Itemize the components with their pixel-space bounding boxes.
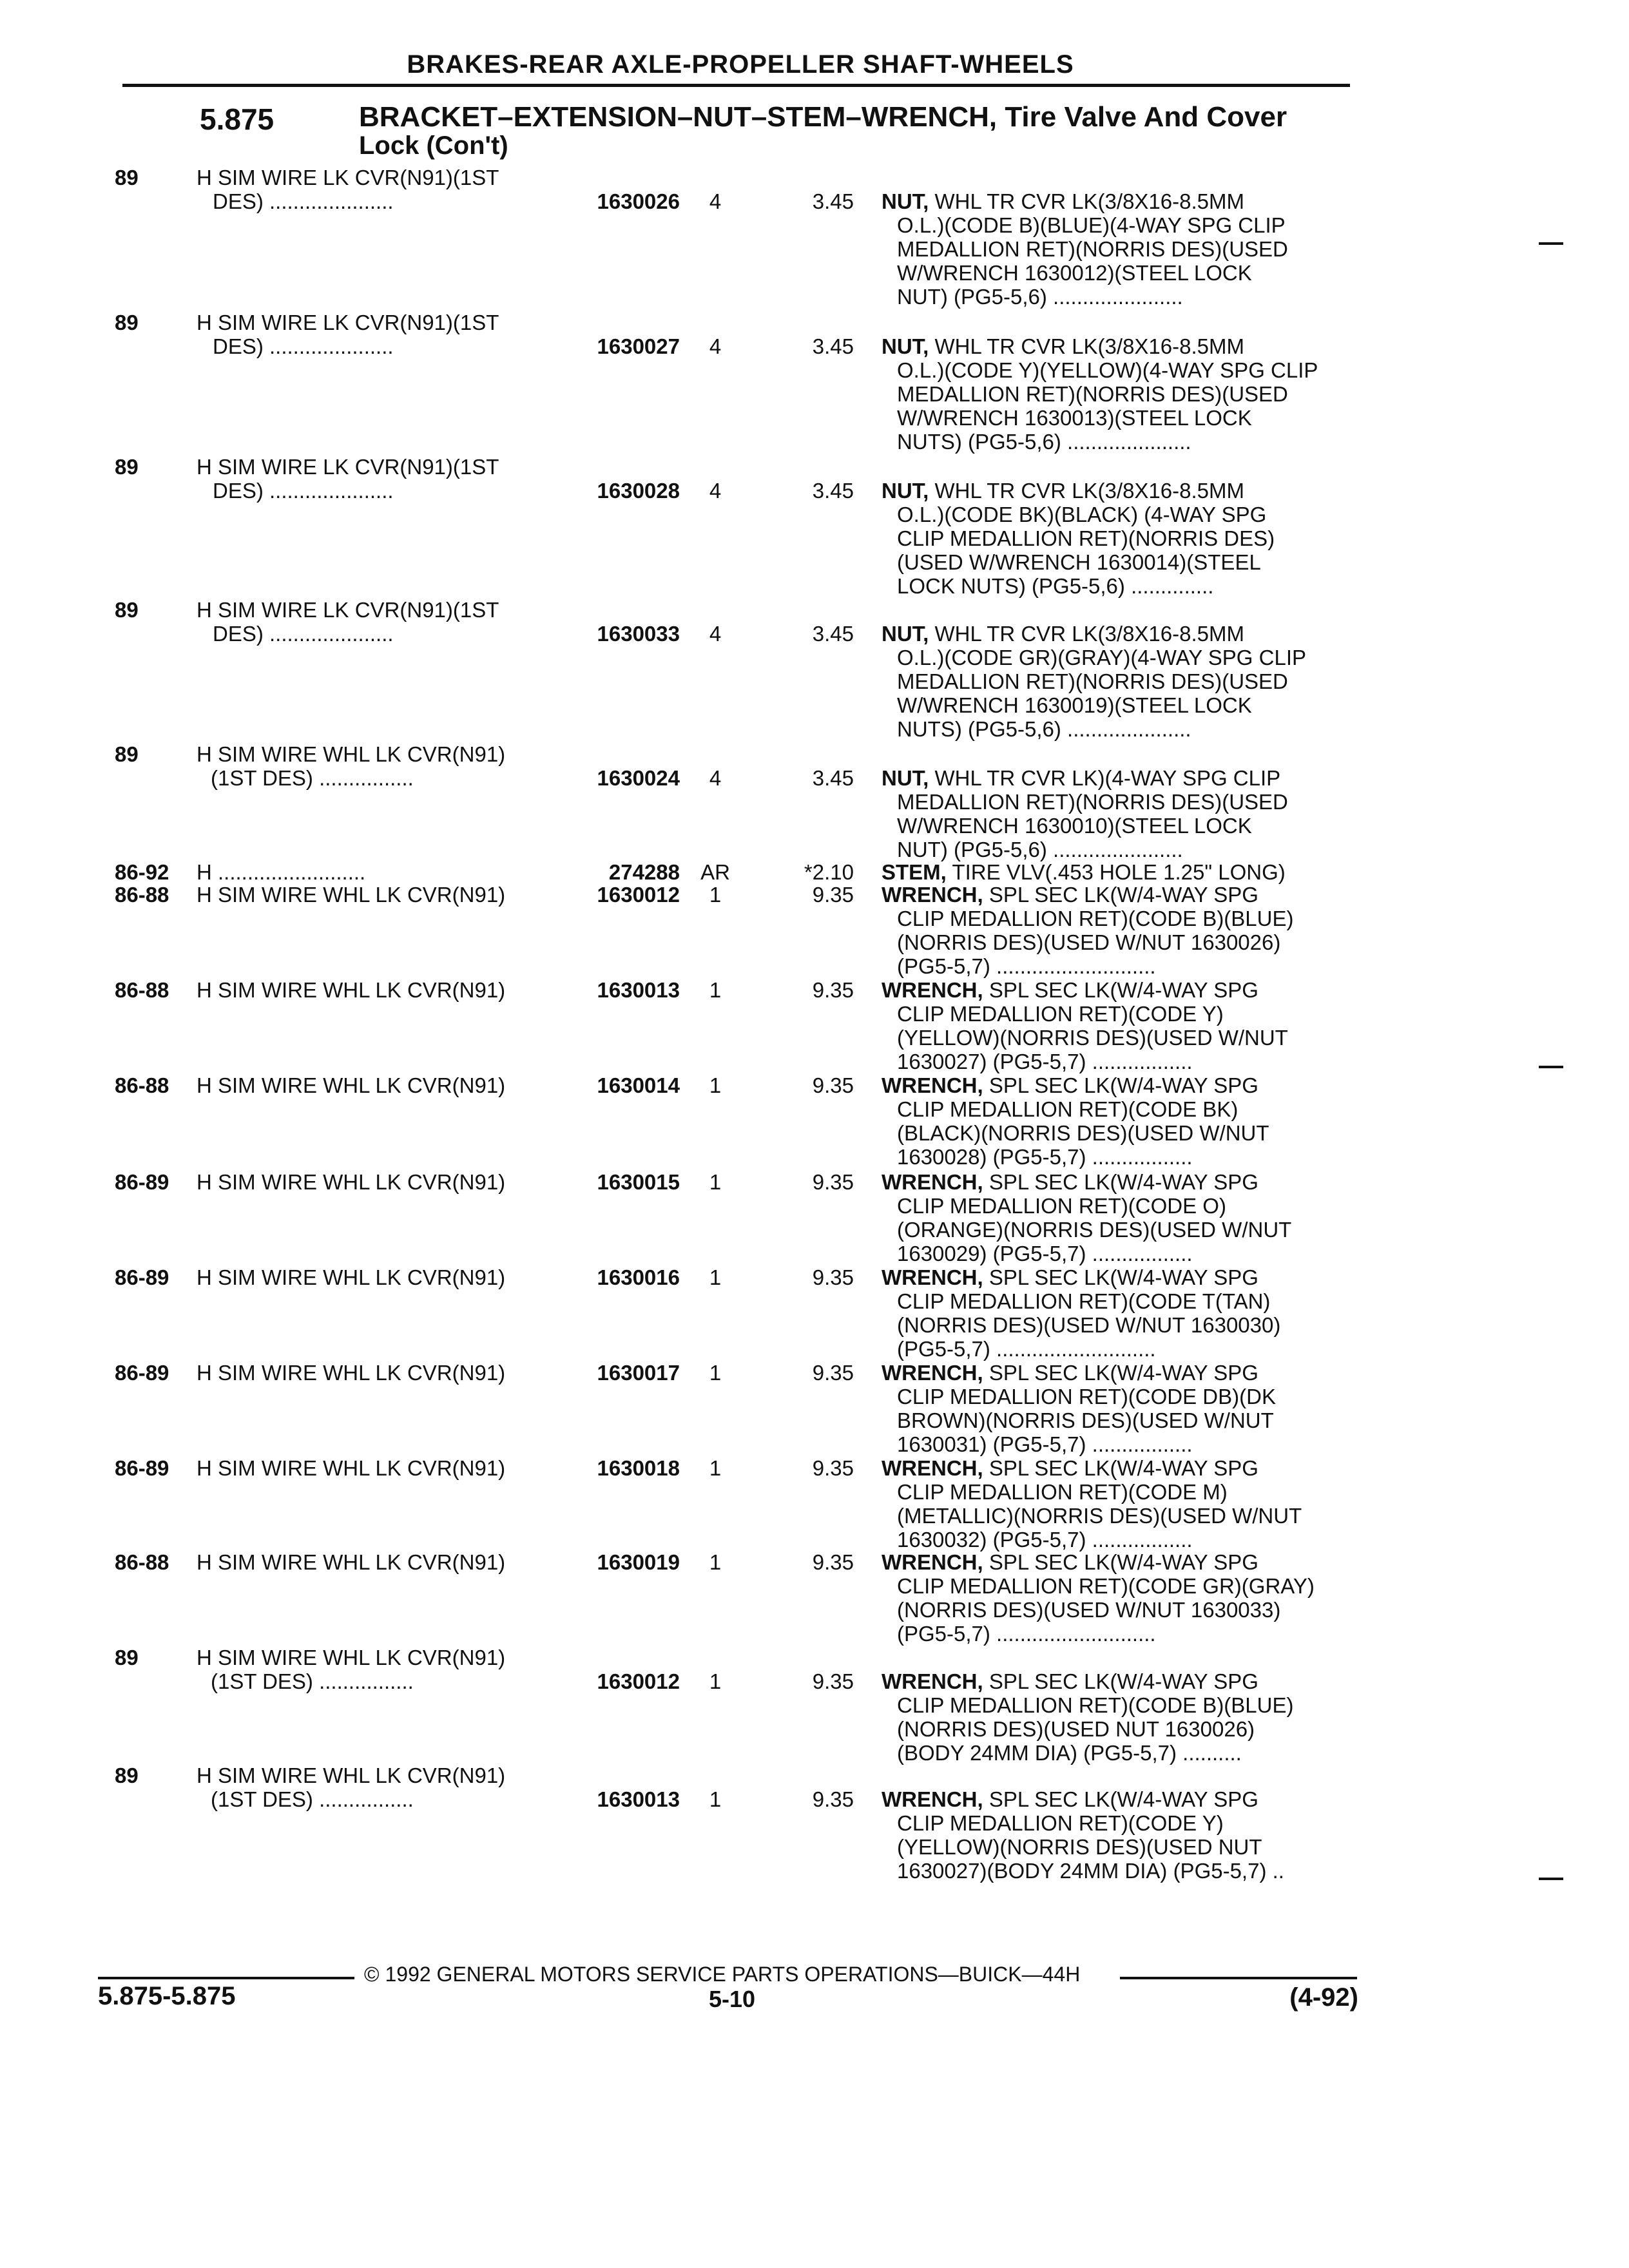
part-noun: WRENCH, — [882, 978, 983, 1002]
part-name — [882, 334, 1349, 454]
margin-mark — [1539, 242, 1563, 245]
part-name — [882, 189, 1349, 309]
part-number: 1630024 — [597, 766, 680, 790]
price: 9.35 — [812, 1170, 854, 1194]
part-name-line: (PG5-5,7) ........................... — [897, 1337, 1156, 1361]
description-line: H SIM WIRE LK CVR(N91)(1ST — [197, 455, 499, 479]
part-name-line — [882, 479, 1349, 503]
part-modifiers: SPL SEC LK(W/4-WAY SPG — [988, 1361, 1258, 1385]
application-description — [197, 1073, 545, 1097]
section-title — [359, 103, 1287, 160]
part-name-line: NUT) (PG5-5,6) ...................... — [897, 285, 1183, 309]
application-description — [197, 1456, 545, 1480]
part-name-line: MEDALLION RET)(NORRIS DES)(USED — [897, 790, 1288, 814]
description-line: H SIM WIRE WHL LK CVR(N91) — [197, 1170, 506, 1194]
part-name — [882, 978, 1349, 1073]
part-modifiers: SPL SEC LK(W/4-WAY SPG — [988, 1787, 1258, 1811]
section-number: 5.875 — [200, 102, 275, 136]
part-modifiers: WHL TR CVR LK(3/8X16-8.5MM — [934, 334, 1244, 358]
part-number: 1630026 — [597, 189, 680, 213]
part-name — [882, 766, 1349, 861]
part-noun: NUT, — [882, 479, 929, 503]
description-line: DES) ..................... — [213, 622, 394, 646]
quantity: AR — [700, 860, 730, 884]
footer-rule-left — [98, 1977, 354, 1979]
page-header-title: BRAKES-REAR AXLE-PROPELLER SHAFT-WHEELS — [407, 50, 1074, 79]
part-noun: WRENCH, — [882, 1361, 983, 1385]
price: 9.35 — [812, 1456, 854, 1480]
model-years: 89 — [115, 455, 139, 479]
quantity: 1 — [709, 1787, 722, 1811]
part-modifiers: TIRE VLV(.453 HOLE 1.25" LONG) — [952, 860, 1286, 884]
part-name-line: (BLACK)(NORRIS DES)(USED W/NUT — [897, 1121, 1269, 1145]
model-years: 86-88 — [115, 883, 169, 907]
quantity: 1 — [709, 883, 722, 907]
price: 9.35 — [812, 1669, 854, 1693]
price: 3.45 — [812, 622, 854, 646]
footer-section-range: 5.875-5.875 — [98, 1982, 236, 2010]
part-name-line — [882, 978, 1349, 1002]
part-noun: WRENCH, — [882, 1669, 983, 1693]
application-description — [197, 1170, 545, 1194]
part-name-line: (YELLOW)(NORRIS DES)(USED NUT — [897, 1835, 1262, 1859]
part-name — [882, 1361, 1349, 1456]
part-name-line: O.L.)(CODE BK)(BLACK) (4-WAY SPG — [897, 503, 1267, 526]
price: 3.45 — [812, 479, 854, 503]
description-line: H SIM WIRE WHL LK CVR(N91) — [197, 978, 506, 1002]
model-years: 89 — [115, 1763, 139, 1787]
part-name-line — [882, 1456, 1349, 1480]
description-line: (1ST DES) ................ — [211, 766, 414, 790]
part-modifiers: SPL SEC LK(W/4-WAY SPG — [988, 883, 1258, 907]
model-years: 86-92 — [115, 860, 169, 884]
part-name — [882, 1073, 1349, 1169]
part-name-line: CLIP MEDALLION RET)(CODE B)(BLUE) — [897, 1693, 1294, 1717]
part-name-line — [882, 1550, 1349, 1574]
price: 9.35 — [812, 978, 854, 1002]
part-name-line: LOCK NUTS) (PG5-5,6) .............. — [897, 574, 1214, 598]
quantity: 1 — [709, 1073, 722, 1097]
part-name-line: CLIP MEDALLION RET)(NORRIS DES) — [897, 526, 1275, 550]
part-modifiers: SPL SEC LK(W/4-WAY SPG — [988, 1265, 1258, 1289]
part-name-line: (USED W/WRENCH 1630014)(STEEL — [897, 550, 1261, 574]
model-years: 89 — [115, 1646, 139, 1669]
part-name — [882, 479, 1349, 598]
part-number: 1630012 — [597, 1669, 680, 1693]
section-title-line2: Lock (Con't) — [359, 131, 508, 160]
price: 3.45 — [812, 766, 854, 790]
part-name-line: NUTS) (PG5-5,6) ..................... — [897, 717, 1191, 741]
part-noun: WRENCH, — [882, 883, 983, 907]
description-line: H ......................... — [197, 860, 366, 884]
application-description — [197, 598, 545, 646]
application-description — [197, 1550, 545, 1574]
header-rule — [122, 84, 1350, 87]
part-name-line: W/WRENCH 1630019)(STEEL LOCK — [897, 693, 1252, 717]
part-name-line: (NORRIS DES)(USED NUT 1630026) — [897, 1717, 1255, 1741]
part-noun: WRENCH, — [882, 1550, 983, 1574]
part-modifiers: SPL SEC LK(W/4-WAY SPG — [988, 1669, 1258, 1693]
part-name-line — [882, 1170, 1349, 1194]
part-name-line: W/WRENCH 1630012)(STEEL LOCK — [897, 261, 1252, 285]
description-line: DES) ..................... — [213, 189, 394, 213]
part-name-line: CLIP MEDALLION RET)(CODE M) — [897, 1480, 1228, 1504]
section-title-line1: BRACKET–EXTENSION–NUT–STEM–WRENCH, Tire Valve And Cover — [359, 101, 1287, 133]
part-name-line: NUTS) (PG5-5,6) ..................... — [897, 430, 1191, 454]
footer-date: (4-92) — [1289, 1983, 1358, 2012]
description-line: H SIM WIRE WHL LK CVR(N91) — [197, 1550, 506, 1574]
part-modifiers: SPL SEC LK(W/4-WAY SPG — [988, 978, 1258, 1002]
part-number: 1630013 — [597, 1787, 680, 1811]
part-modifiers: SPL SEC LK(W/4-WAY SPG — [988, 1550, 1258, 1574]
part-number: 1630017 — [597, 1361, 680, 1385]
part-number: 1630033 — [597, 622, 680, 646]
model-years: 86-88 — [115, 1073, 169, 1097]
description-line: H SIM WIRE LK CVR(N91)(1ST — [197, 311, 499, 334]
quantity: 4 — [709, 766, 722, 790]
part-noun: NUT, — [882, 766, 929, 790]
part-name-line: (NORRIS DES)(USED W/NUT 1630026) — [897, 930, 1281, 954]
description-line: H SIM WIRE WHL LK CVR(N91) — [197, 1763, 506, 1787]
part-name-line — [882, 189, 1349, 213]
part-name-line: (BODY 24MM DIA) (PG5-5,7) .......... — [897, 1741, 1242, 1765]
part-noun: NUT, — [882, 334, 929, 358]
part-name-line — [882, 1669, 1349, 1693]
application-description — [197, 166, 545, 213]
model-years: 86-88 — [115, 1550, 169, 1574]
part-name-line — [882, 883, 1349, 907]
model-years: 89 — [115, 598, 139, 622]
part-noun: WRENCH, — [882, 1170, 983, 1194]
part-noun: STEM, — [882, 860, 947, 884]
description-line: H SIM WIRE WHL LK CVR(N91) — [197, 1073, 506, 1097]
model-years: 86-89 — [115, 1456, 169, 1480]
part-name-line: CLIP MEDALLION RET)(CODE Y) — [897, 1811, 1224, 1835]
quantity: 1 — [709, 1265, 722, 1289]
part-modifiers: SPL SEC LK(W/4-WAY SPG — [988, 1073, 1258, 1097]
price: 9.35 — [812, 1265, 854, 1289]
application-description — [197, 1763, 545, 1811]
description-line: DES) ..................... — [213, 334, 394, 358]
margin-mark — [1539, 1878, 1563, 1880]
part-name-line: 1630029) (PG5-5,7) ................. — [897, 1242, 1193, 1265]
price: 9.35 — [812, 1550, 854, 1574]
part-name-line — [882, 334, 1349, 358]
margin-mark — [1539, 1066, 1563, 1068]
model-years: 86-88 — [115, 978, 169, 1002]
part-name-line: (PG5-5,7) ........................... — [897, 954, 1156, 978]
part-name-line — [882, 860, 1349, 884]
part-name-line — [882, 1265, 1349, 1289]
footer-copyright: © 1992 GENERAL MOTORS SERVICE PARTS OPERATIONS—BUICK—44H — [364, 1963, 1081, 1986]
description-line: H SIM WIRE WHL LK CVR(N91) — [197, 1456, 506, 1480]
model-years: 89 — [115, 166, 139, 189]
price: 3.45 — [812, 334, 854, 358]
part-name-line — [882, 1073, 1349, 1097]
part-noun: WRENCH, — [882, 1073, 983, 1097]
price: 3.45 — [812, 189, 854, 213]
part-name-line — [882, 766, 1349, 790]
part-modifiers: WHL TR CVR LK(3/8X16-8.5MM — [934, 622, 1244, 646]
part-name-line: MEDALLION RET)(NORRIS DES)(USED — [897, 382, 1288, 406]
part-noun: WRENCH, — [882, 1456, 983, 1480]
description-line: (1ST DES) ................ — [211, 1669, 414, 1693]
part-name-line: BROWN)(NORRIS DES)(USED W/NUT — [897, 1408, 1274, 1432]
part-name-line: (METALLIC)(NORRIS DES)(USED W/NUT — [897, 1504, 1302, 1528]
part-name-line: O.L.)(CODE B)(BLUE)(4-WAY SPG CLIP — [897, 213, 1286, 237]
price: 9.35 — [812, 1361, 854, 1385]
price: 9.35 — [812, 883, 854, 907]
application-description — [197, 883, 545, 907]
footer-page-number: 5-10 — [709, 1986, 756, 2012]
part-name-line — [882, 622, 1349, 646]
part-name — [882, 883, 1349, 978]
description-line: H SIM WIRE WHL LK CVR(N91) — [197, 883, 506, 907]
price: *2.10 — [804, 860, 854, 884]
part-name — [882, 1669, 1349, 1765]
part-modifiers: SPL SEC LK(W/4-WAY SPG — [988, 1170, 1258, 1194]
part-name-line: (PG5-5,7) ........................... — [897, 1622, 1156, 1646]
part-name-line: CLIP MEDALLION RET)(CODE BK) — [897, 1097, 1239, 1121]
part-name-line: CLIP MEDALLION RET)(CODE B)(BLUE) — [897, 907, 1294, 930]
part-name — [882, 1456, 1349, 1552]
part-name-line: (YELLOW)(NORRIS DES)(USED W/NUT — [897, 1026, 1288, 1050]
application-description — [197, 860, 545, 884]
part-number: 1630012 — [597, 883, 680, 907]
part-name-line: O.L.)(CODE Y)(YELLOW)(4-WAY SPG CLIP — [897, 358, 1318, 382]
application-description — [197, 1646, 545, 1693]
part-name-line: CLIP MEDALLION RET)(CODE GR)(GRAY) — [897, 1574, 1315, 1598]
footer-rule-right — [1120, 1977, 1357, 1979]
quantity: 1 — [709, 978, 722, 1002]
application-description — [197, 1361, 545, 1385]
part-number: 1630027 — [597, 334, 680, 358]
part-number: 1630015 — [597, 1170, 680, 1194]
part-name-line: CLIP MEDALLION RET)(CODE O) — [897, 1194, 1226, 1218]
part-name-line: MEDALLION RET)(NORRIS DES)(USED — [897, 237, 1288, 261]
part-name-line — [882, 1787, 1349, 1811]
model-years: 86-89 — [115, 1361, 169, 1385]
part-name-line: 1630032) (PG5-5,7) ................. — [897, 1528, 1193, 1552]
part-name-line: W/WRENCH 1630013)(STEEL LOCK — [897, 406, 1252, 430]
description-line: H SIM WIRE LK CVR(N91)(1ST — [197, 166, 499, 189]
part-name-line: NUT) (PG5-5,6) ...................... — [897, 838, 1183, 861]
part-number: 1630016 — [597, 1265, 680, 1289]
quantity: 1 — [709, 1669, 722, 1693]
description-line: H SIM WIRE WHL LK CVR(N91) — [197, 1646, 506, 1669]
part-name — [882, 860, 1349, 884]
part-name-line: 1630028) (PG5-5,7) ................. — [897, 1145, 1193, 1169]
part-name-line — [882, 1361, 1349, 1385]
description-line: H SIM WIRE WHL LK CVR(N91) — [197, 1265, 506, 1289]
quantity: 4 — [709, 189, 722, 213]
price: 9.35 — [812, 1073, 854, 1097]
price: 9.35 — [812, 1787, 854, 1811]
part-name-line: MEDALLION RET)(NORRIS DES)(USED — [897, 669, 1288, 693]
part-modifiers: WHL TR CVR LK)(4-WAY SPG CLIP — [934, 766, 1281, 790]
model-years: 89 — [115, 742, 139, 766]
part-noun: NUT, — [882, 622, 929, 646]
quantity: 1 — [709, 1170, 722, 1194]
part-name — [882, 1787, 1349, 1883]
part-name-line: (ORANGE)(NORRIS DES)(USED W/NUT — [897, 1218, 1292, 1242]
part-name-line: 1630027) (PG5-5,7) ................. — [897, 1050, 1193, 1073]
model-years: 86-89 — [115, 1265, 169, 1289]
application-description — [197, 455, 545, 503]
part-name — [882, 622, 1349, 741]
application-description — [197, 311, 545, 358]
part-modifiers: WHL TR CVR LK(3/8X16-8.5MM — [934, 189, 1244, 213]
part-number: 1630013 — [597, 978, 680, 1002]
application-description — [197, 742, 545, 790]
part-name-line: W/WRENCH 1630010)(STEEL LOCK — [897, 814, 1252, 838]
part-number: 1630019 — [597, 1550, 680, 1574]
quantity: 1 — [709, 1550, 722, 1574]
quantity: 4 — [709, 334, 722, 358]
part-noun: WRENCH, — [882, 1265, 983, 1289]
part-modifiers: SPL SEC LK(W/4-WAY SPG — [988, 1456, 1258, 1480]
model-years: 86-89 — [115, 1170, 169, 1194]
quantity: 4 — [709, 479, 722, 503]
part-name-line: CLIP MEDALLION RET)(CODE Y) — [897, 1002, 1224, 1026]
part-number: 274288 — [608, 860, 680, 884]
model-years: 89 — [115, 311, 139, 334]
part-number: 1630018 — [597, 1456, 680, 1480]
part-name-line: CLIP MEDALLION RET)(CODE T(TAN) — [897, 1289, 1271, 1313]
part-name — [882, 1265, 1349, 1361]
description-line: H SIM WIRE WHL LK CVR(N91) — [197, 1361, 506, 1385]
part-name — [882, 1170, 1349, 1265]
part-name-line: (NORRIS DES)(USED W/NUT 1630030) — [897, 1313, 1281, 1337]
application-description — [197, 978, 545, 1002]
part-name-line: CLIP MEDALLION RET)(CODE DB)(DK — [897, 1385, 1276, 1408]
part-name — [882, 1550, 1349, 1646]
quantity: 4 — [709, 622, 722, 646]
quantity: 1 — [709, 1361, 722, 1385]
part-name-line: 1630027)(BODY 24MM DIA) (PG5-5,7) .. — [897, 1859, 1284, 1883]
application-description — [197, 1265, 545, 1289]
part-name-line: 1630031) (PG5-5,7) ................. — [897, 1432, 1193, 1456]
part-name-line: (NORRIS DES)(USED W/NUT 1630033) — [897, 1598, 1281, 1622]
description-line: (1ST DES) ................ — [211, 1787, 414, 1811]
part-modifiers: WHL TR CVR LK(3/8X16-8.5MM — [934, 479, 1244, 503]
part-noun: NUT, — [882, 189, 929, 213]
part-number: 1630028 — [597, 479, 680, 503]
quantity: 1 — [709, 1456, 722, 1480]
part-number: 1630014 — [597, 1073, 680, 1097]
description-line: DES) ..................... — [213, 479, 394, 503]
part-name-line: O.L.)(CODE GR)(GRAY)(4-WAY SPG CLIP — [897, 646, 1307, 669]
part-noun: WRENCH, — [882, 1787, 983, 1811]
description-line: H SIM WIRE LK CVR(N91)(1ST — [197, 598, 499, 622]
description-line: H SIM WIRE WHL LK CVR(N91) — [197, 742, 506, 766]
